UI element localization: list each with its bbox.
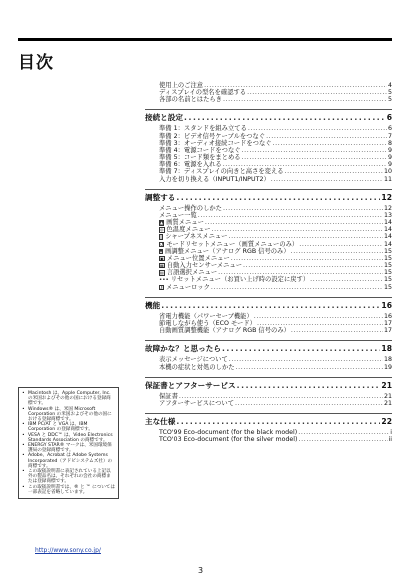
- toc-sections: [145, 109, 392, 443]
- toc-page-number: 21: [381, 380, 392, 390]
- page-number: 3: [198, 566, 204, 575]
- toc-page-number: 4: [387, 82, 392, 89]
- toc-entry[interactable]: [145, 241, 392, 248]
- toc-page-number: 14: [383, 226, 392, 234]
- language-icon: ▤: [160, 270, 164, 276]
- toc-page-number: 5: [387, 89, 392, 97]
- leader-dots: [229, 356, 383, 363]
- toc-page-number: 7: [387, 132, 392, 140]
- toc-page-number: 5: [387, 96, 392, 104]
- leader-dots: [299, 436, 388, 443]
- toc-page-number: 18: [383, 356, 392, 364]
- toc-entry-text: 省電力機能（パワーセーブ機能）: [159, 312, 253, 320]
- toc-page-number: 15: [383, 247, 392, 255]
- toc-page-number: 15: [383, 276, 392, 284]
- leader-dots: [223, 96, 387, 103]
- bullet-icon: •: [22, 432, 25, 438]
- toc-entry[interactable]: [145, 233, 392, 240]
- toc-section-heading[interactable]: [145, 301, 392, 310]
- trademark-note: [22, 485, 115, 495]
- leader-dots: [235, 400, 383, 407]
- toc-entry[interactable]: [145, 393, 392, 400]
- toc-entry[interactable]: [145, 255, 392, 262]
- leader-dots: [222, 344, 380, 353]
- toc-entry[interactable]: [145, 284, 392, 291]
- toc-entry-text: 画質メニュー: [166, 219, 204, 227]
- leader-dots: [237, 381, 381, 390]
- trademark-note-text: Macintosh は、Apple Computer, Inc. の米国およびその他の国における登録商標です。: [28, 391, 111, 407]
- toc-entry[interactable]: [145, 248, 392, 255]
- leader-dots: [176, 193, 380, 202]
- toc-page-number: 17: [383, 327, 392, 335]
- bullet-icon: •: [22, 443, 25, 449]
- leader-dots: [242, 154, 387, 161]
- toc-page-number: ii: [388, 436, 392, 444]
- toc-section-heading[interactable]: [145, 113, 392, 122]
- toc-page-number: 14: [383, 233, 392, 241]
- toc-entry-text: 準備 3：オーディオ接続コードをつなぐ: [159, 139, 272, 147]
- toc-page-number: 15: [383, 283, 392, 291]
- leader-dots: [236, 364, 383, 371]
- toc-entry[interactable]: [145, 168, 392, 175]
- leader-dots: [298, 429, 389, 436]
- toc-entry-text: 使用上のご注意: [159, 82, 204, 89]
- toc-section-heading[interactable]: [145, 381, 392, 390]
- toc-page-number: i: [390, 429, 392, 437]
- toc-entry[interactable]: [145, 327, 392, 334]
- toc-page-number: 11: [383, 175, 392, 183]
- toc-entry-text: メニュー位置メニュー: [166, 254, 230, 262]
- toc-entry-text: リセットメニュー（お買い上げ時の設定に戻す）: [170, 276, 310, 284]
- leader-dots: [212, 226, 383, 233]
- trademark-note: [22, 443, 115, 453]
- leader-dots: [223, 205, 383, 212]
- toc-page-number: 15: [383, 261, 392, 269]
- toc-page-number: 14: [383, 219, 392, 227]
- bullet-icon: •: [22, 469, 25, 475]
- toc-entry-text: 準備 5：コード類をまとめる: [159, 154, 241, 162]
- leader-dots: [247, 89, 387, 96]
- trademark-note: [22, 469, 115, 485]
- toc-entry-text: ディスプレイの型名を確認する: [159, 89, 247, 97]
- trademark-note-text: この取扱説明書では、® と ™ については一部表記を省略しています。: [28, 484, 115, 495]
- toc-entry-text: 準備 6：電源を入れる: [159, 161, 222, 169]
- toc-entry[interactable]: [145, 140, 392, 147]
- toc-entry-text: 機能: [145, 300, 161, 310]
- toc-entry-text: シャープネスメニュー: [165, 233, 228, 241]
- toc-entry-text: 自動入力センサーメニュー: [166, 261, 243, 269]
- picture-icon: ▲: [160, 220, 164, 226]
- bullet-icon: •: [22, 453, 25, 459]
- top-rule: [18, 38, 392, 41]
- color-icon: ◎: [160, 227, 164, 233]
- leader-dots: [310, 276, 383, 283]
- toc-entry-text: 準備 2：ビデオ信号ケーブルをつなぐ: [159, 132, 266, 140]
- toc-section: [145, 297, 392, 334]
- toc-entry-text: TCO'03 Eco-document (for the silver model): [159, 436, 298, 444]
- trademark-note-text: ENERGY STAR® マークは、米国環境保護局の登録商標です。: [28, 443, 112, 454]
- table-of-contents: [145, 82, 392, 449]
- toc-entry[interactable]: [145, 212, 392, 219]
- toc-section: [145, 413, 392, 443]
- toc-section: [145, 189, 392, 291]
- toc-section-heading[interactable]: [145, 344, 392, 353]
- leader-dots: [291, 248, 383, 255]
- leader-dots: [243, 262, 383, 269]
- toc-page-number: 13: [383, 211, 392, 219]
- toc-page-number: 9: [387, 154, 392, 162]
- toc-entry[interactable]: [145, 436, 392, 443]
- toc-entry-text: 準備 4：電源コードをつなぐ: [159, 146, 241, 154]
- position-icon: ▣: [160, 255, 164, 261]
- toc-page-number: 16: [383, 312, 392, 320]
- toc-section: [145, 377, 392, 407]
- toc-entry-text: 表示メッセージについて: [159, 356, 228, 364]
- toc-entry-text: メニュー一覧: [159, 211, 197, 219]
- toc-page-number: 14: [383, 240, 392, 248]
- toc-page-number: 12: [381, 192, 392, 202]
- leader-dots: [198, 212, 383, 219]
- toc-entry[interactable]: [145, 96, 392, 103]
- toc-page-number: 22: [381, 417, 392, 427]
- leader-dots: [228, 233, 383, 240]
- bullet-icon: •: [22, 391, 25, 396]
- leader-dots: [211, 284, 383, 291]
- leader-dots: [184, 113, 386, 122]
- leader-dots: [285, 168, 383, 175]
- toc-section-heading[interactable]: [145, 193, 392, 202]
- leader-dots: [266, 133, 387, 140]
- toc-entry[interactable]: [145, 400, 392, 407]
- toc-page-number: 18: [381, 344, 392, 354]
- toc-page-number: 16: [381, 300, 392, 310]
- trademark-note: [22, 391, 115, 407]
- trademark-note: [22, 453, 115, 469]
- toc-page-number: 15: [383, 269, 392, 277]
- trademark-note-text: VESA と DDC™ は、Video Electronics Standards Association の商標です。: [28, 432, 113, 443]
- toc-entry-text: 調整する: [145, 192, 176, 202]
- toc-entry[interactable]: [145, 364, 392, 371]
- toc-section: [145, 109, 392, 182]
- leader-dots: [231, 255, 383, 262]
- bullet-icon: •: [22, 484, 25, 490]
- toc-page-number: 9: [387, 161, 392, 169]
- screen-icon: ▴: [160, 248, 163, 254]
- toc-entry-text: 主な仕様: [145, 417, 176, 427]
- toc-entry-text: 各部の名前とはたらき: [159, 96, 222, 104]
- toc-page-number: 17: [383, 320, 392, 328]
- toc-entry-text: メニューロック: [165, 283, 210, 291]
- toc-entry-text: 言語選択メニュー: [166, 269, 218, 277]
- leader-dots: [291, 327, 383, 334]
- trademark-note-text: IBM PC/AT と VGA は、IBM Corporation の登録商標です。: [28, 422, 93, 433]
- toc-page-number: 21: [383, 399, 392, 407]
- toc-entry-text: 準備 7：ディスプレイの向きと高さを変える: [159, 168, 284, 176]
- toc-page-number: 6: [387, 125, 392, 133]
- toc-intro: [145, 82, 392, 103]
- leader-dots: [273, 140, 387, 147]
- toc-entry-text: 保証書: [159, 392, 178, 400]
- toc-page-number: 6: [386, 113, 392, 123]
- toc-page-number: 9: [387, 146, 392, 154]
- sony-url-link[interactable]: http://www.sony.co.jp/: [35, 547, 101, 554]
- trademark-note: [22, 433, 115, 443]
- toc-entry-text: 保証書とアフターサービス: [145, 380, 236, 390]
- toc-entry-text: TCO'99 Eco-document (for the black model): [159, 429, 298, 437]
- trademark-note-text: この取扱説明書に表記されている上記以外の製品名は、それぞれの会社の商標または登録商標です。: [28, 469, 111, 485]
- trademark-note-text: Windows® は、米国 Microsoft Corporation の米国およびその他の国における登録商標です。: [28, 406, 112, 423]
- page-title: 目次: [18, 53, 54, 73]
- toc-entry[interactable]: [145, 356, 392, 363]
- leader-dots: [242, 147, 387, 154]
- leader-dots: [248, 125, 387, 132]
- leader-dots: [176, 417, 380, 426]
- toc-entry[interactable]: [145, 133, 392, 140]
- toc-entry-text: アフターサービスについて: [159, 399, 234, 407]
- toc-entry-text: 自動画質調整機能（アナログ RGB 信号のみ）: [159, 327, 290, 335]
- leader-dots: [179, 393, 383, 400]
- toc-entry[interactable]: [145, 125, 392, 132]
- toc-entry-text: 色温度メニュー: [166, 226, 211, 234]
- toc-page-number: 21: [383, 392, 392, 400]
- toc-entry-text: 節電しながら使う（ECO モード）: [159, 320, 256, 328]
- toc-entry[interactable]: [145, 276, 392, 284]
- toc-entry[interactable]: [145, 176, 392, 183]
- bullet-icon: •: [22, 422, 25, 428]
- trademark-note-text: Adobe、Acrobat は Adobe Systems Incorporated（アドビシステムズ社）の商標です。: [28, 453, 113, 469]
- toc-page-number: 10: [383, 168, 392, 176]
- toc-entry-text: 本機の症状と対処のしかた: [159, 363, 235, 371]
- trademark-note: [22, 407, 115, 423]
- toc-page-number: 8: [387, 139, 392, 147]
- toc-entry-text: モードリセットメニュー（画質メニューのみ）: [166, 240, 299, 248]
- toc-entry-text: 画調整メニュー（アナログ RGB 信号のみ）: [165, 247, 290, 255]
- toc-section: [145, 340, 392, 370]
- sensor-icon: ▦: [160, 262, 164, 268]
- toc-entry[interactable]: [145, 429, 392, 436]
- toc-entry-text: 準備 1：スタンドを組み立てる: [159, 125, 247, 133]
- toc-entry[interactable]: [145, 205, 392, 212]
- leader-dots: [205, 219, 383, 226]
- bullet-icon: •: [22, 406, 25, 412]
- toc-entry-text: 故障かな？と思ったら: [145, 344, 221, 354]
- dots-icon: •••: [159, 277, 169, 284]
- key-icon: ⚷: [160, 284, 163, 290]
- toc-page-number: 12: [383, 204, 392, 212]
- toc-entry-text: 入力を切り換える（INPUT1/INPUT2）: [159, 175, 270, 183]
- toc-section-heading[interactable]: [145, 417, 392, 426]
- sharpness-icon: ▯: [160, 234, 163, 240]
- leader-dots: [299, 241, 383, 248]
- trademark-notes: [18, 387, 119, 499]
- toc-page-number: 19: [383, 363, 392, 371]
- toc-page-number: 15: [383, 254, 392, 262]
- leader-dots: [271, 176, 383, 183]
- reset-icon: ↺: [160, 241, 164, 247]
- trademark-note: [22, 422, 115, 432]
- toc-entry-text: 接続と設定: [145, 113, 183, 123]
- leader-dots: [161, 301, 380, 310]
- leader-dots: [254, 313, 383, 320]
- toc-entry-text: メニュー操作のしかた: [159, 204, 222, 212]
